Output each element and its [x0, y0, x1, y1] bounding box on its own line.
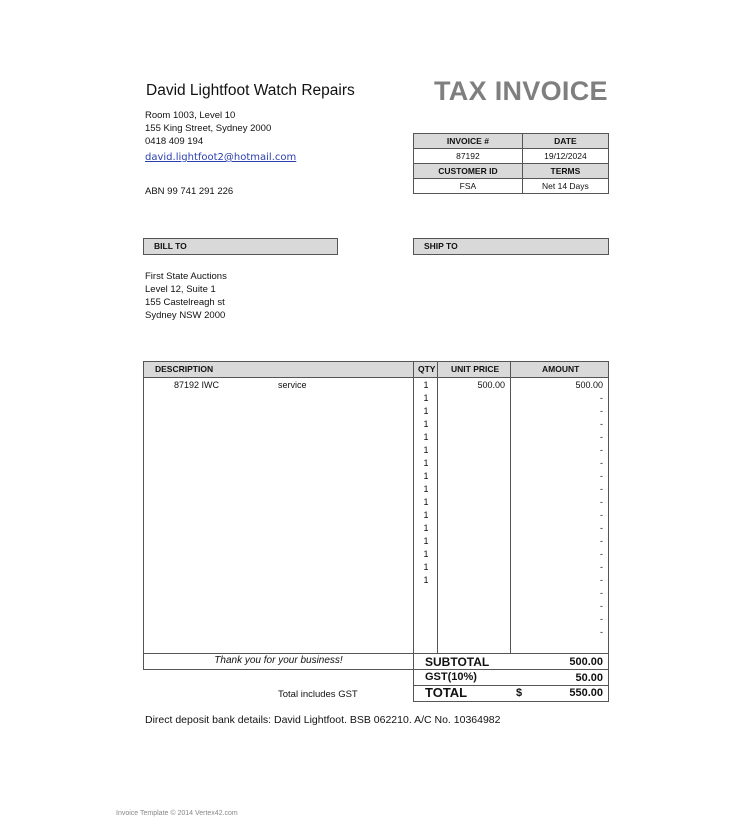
table-row: [143, 626, 609, 639]
template-footer: Invoice Template © 2014 Vertex42.com: [116, 810, 238, 817]
item-amount: -: [600, 614, 603, 624]
thank-you-note: Thank you for your business!: [214, 655, 343, 666]
item-amount: -: [600, 588, 603, 598]
item-amount: -: [600, 419, 603, 429]
item-amount: -: [600, 406, 603, 416]
item-amount: -: [600, 484, 603, 494]
line-items-table: [143, 361, 609, 670]
customer-id: FSA: [414, 179, 523, 194]
table-row: [143, 548, 609, 561]
currency-symbol: $: [516, 687, 523, 699]
item-qty: 1: [423, 549, 429, 559]
phone-number: 0418 409 194: [145, 136, 204, 147]
invoice-meta-table: [413, 133, 609, 194]
unit-price-header: UNIT PRICE: [451, 364, 500, 374]
item-amount: -: [600, 432, 603, 442]
item-qty: 1: [423, 562, 429, 572]
item-description: 87192 IWC: [174, 380, 220, 390]
subtotal-value: 500.00: [569, 656, 603, 668]
total-value: 550.00: [569, 687, 603, 699]
item-amount: 500.00: [575, 380, 603, 390]
table-row: [143, 405, 609, 418]
invoice-date: 19/12/2024: [522, 149, 608, 164]
customer-id-label: CUSTOMER ID: [414, 164, 523, 179]
table-row: [143, 613, 609, 626]
amount-header: AMOUNT: [542, 364, 580, 374]
item-amount: -: [600, 536, 603, 546]
terms-label: TERMS: [522, 164, 608, 179]
gst-label: GST(10%): [425, 671, 477, 683]
item-amount: -: [600, 523, 603, 533]
item-qty: 1: [423, 497, 429, 507]
item-amount: -: [600, 549, 603, 559]
item-amount: -: [600, 575, 603, 585]
item-unit-price: 500.00: [477, 380, 505, 390]
bill-to-line: Sydney NSW 2000: [145, 310, 226, 321]
table-row: [143, 509, 609, 522]
payment-terms: Net 14 Days: [522, 179, 608, 194]
description-header: DESCRIPTION: [155, 364, 214, 374]
total-label: TOTAL: [425, 685, 468, 700]
invoice-number: 87192: [414, 149, 523, 164]
qty-header: QTY: [418, 364, 436, 374]
table-row: [143, 431, 609, 444]
subtotal-label: SUBTOTAL: [425, 655, 490, 669]
item-amount: -: [600, 510, 603, 520]
table-row: [143, 418, 609, 431]
item-amount: -: [600, 497, 603, 507]
item-amount: -: [600, 445, 603, 455]
invoice-number-label: INVOICE #: [414, 134, 523, 149]
document-title: TAX INVOICE: [434, 76, 608, 106]
item-qty: 1: [423, 523, 429, 533]
item-qty: 1: [423, 484, 429, 494]
item-qty: 1: [423, 445, 429, 455]
item-amount: -: [600, 627, 603, 637]
item-amount: -: [600, 601, 603, 611]
table-row: [143, 392, 609, 405]
table-row: [143, 470, 609, 483]
item-qty: 1: [423, 536, 429, 546]
gst-value: 50.00: [575, 672, 603, 684]
table-row: [143, 600, 609, 613]
totals-box: [413, 654, 609, 702]
table-row: [143, 574, 609, 587]
ship-to-header: SHIP TO: [413, 238, 609, 255]
table-row: [143, 379, 609, 392]
item-amount: -: [600, 458, 603, 468]
bill-to-address: [145, 270, 227, 322]
item-qty: 1: [423, 419, 429, 429]
bill-to-header: BILL TO: [143, 238, 338, 255]
bill-to-line: First State Auctions: [145, 271, 227, 282]
item-qty: 1: [423, 393, 429, 403]
item-qty: 1: [423, 406, 429, 416]
table-row: [143, 444, 609, 457]
item-qty: 1: [423, 575, 429, 585]
item-qty: 1: [423, 380, 429, 390]
bill-to-line: 155 Castelreagh st: [145, 297, 225, 308]
item-description-detail: service: [278, 380, 307, 390]
item-amount: -: [600, 471, 603, 481]
bill-to-line: Level 12, Suite 1: [145, 284, 216, 295]
table-row: [143, 496, 609, 509]
item-qty: 1: [423, 458, 429, 468]
address-line: 155 King Street, Sydney 2000: [145, 123, 272, 134]
item-qty: 1: [423, 432, 429, 442]
items-header: [143, 361, 609, 378]
bank-details: Direct deposit bank details: David Lightfoot. BSB 062210. A/C No. 10364982: [145, 714, 501, 726]
item-amount: -: [600, 562, 603, 572]
company-name: David Lightfoot Watch Repairs: [146, 82, 355, 99]
company-email-link[interactable]: david.lightfoot2@hotmail.com: [145, 152, 297, 163]
table-row: [143, 483, 609, 496]
item-qty: 1: [423, 510, 429, 520]
company-abn: ABN 99 741 291 226: [145, 186, 234, 197]
date-label: DATE: [522, 134, 608, 149]
table-row: [143, 457, 609, 470]
address-line: Room 1003, Level 10: [145, 110, 236, 121]
table-row: [143, 522, 609, 535]
company-address: [145, 109, 271, 148]
item-amount: -: [600, 393, 603, 403]
table-row: [143, 535, 609, 548]
table-row: [143, 587, 609, 600]
gst-included-note: Total includes GST: [278, 689, 358, 700]
table-row: [143, 561, 609, 574]
item-qty: 1: [423, 471, 429, 481]
